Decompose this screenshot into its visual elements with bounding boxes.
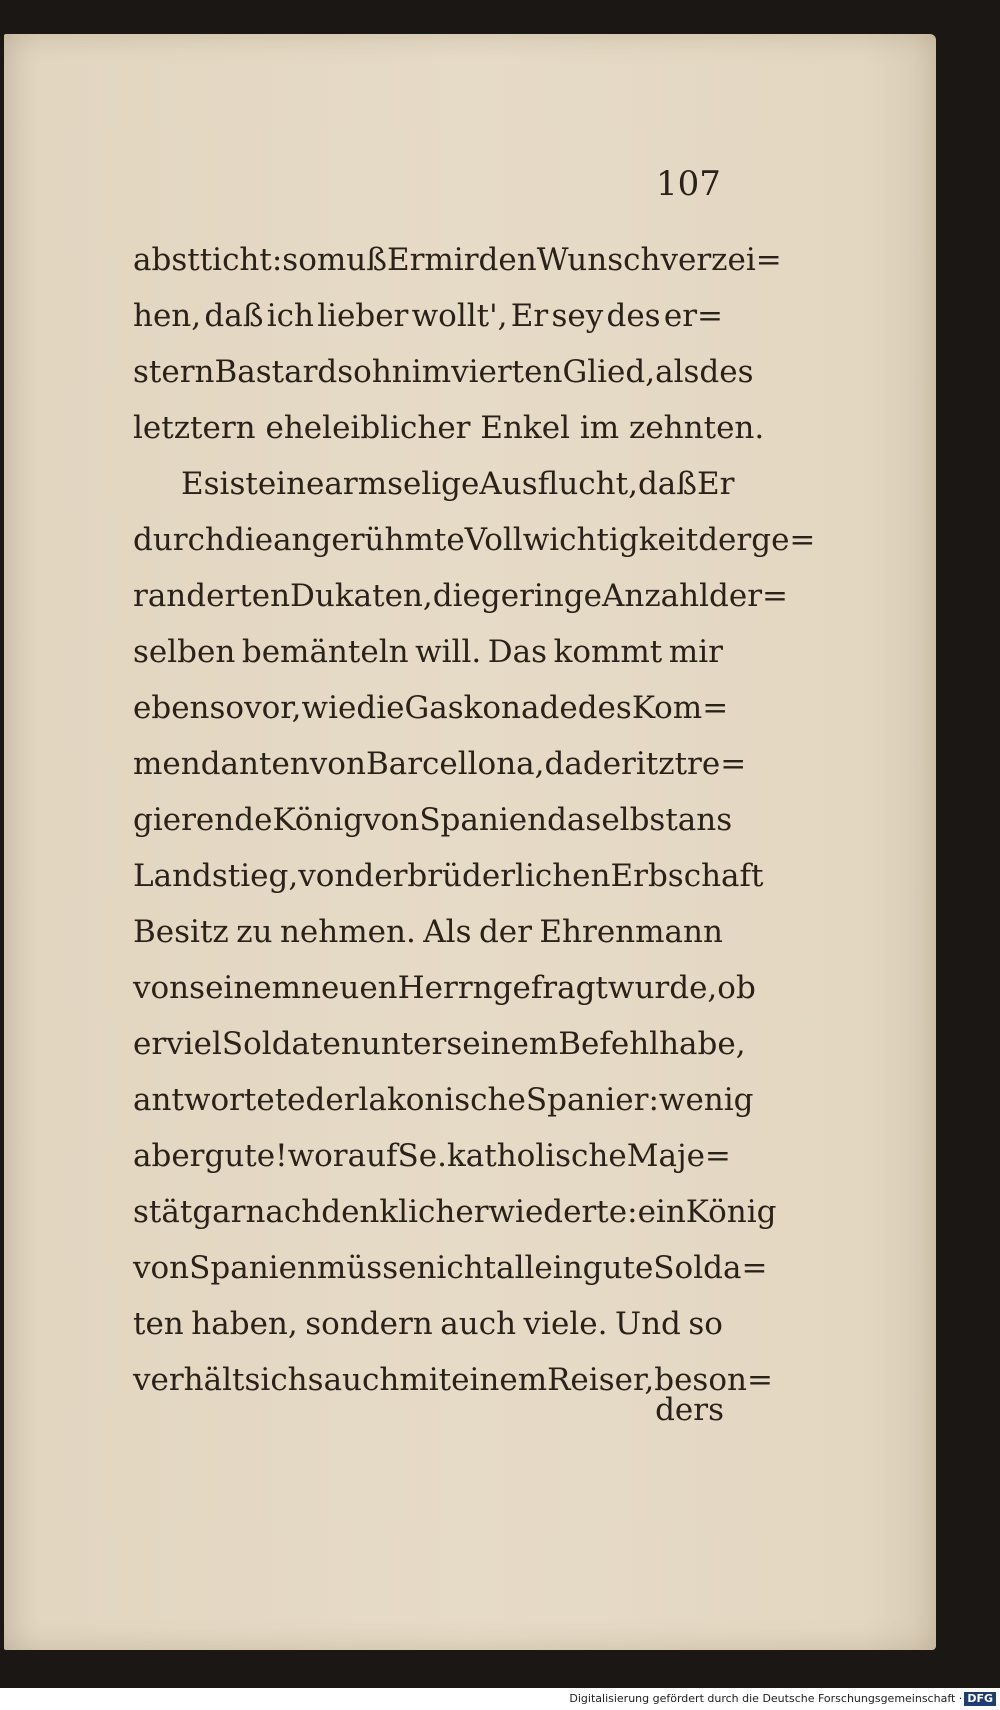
text-line: stern Bastardsohn im vierten Glied, als des [133,354,754,390]
text-line: verhält sichs auch mit einem Reiser, beson= [133,1362,773,1398]
text-line: eben so vor, wie die Gaskonade des Kom= [133,690,729,726]
page-number: 107 [656,164,721,204]
body-text [133,232,816,1408]
footer [0,1688,1000,1710]
text-line: stät gar nachdenklich erwiederte: ein König [133,1194,777,1230]
catchword: ders [655,1392,724,1428]
text-line: antwortete der lakonische Spanier: wenig [133,1082,754,1118]
text-line: abstticht: so muß Er mir den Wunsch verzei= [133,242,782,278]
text-line: von seinem neuen Herrn gefragt wurde, ob [133,970,756,1006]
text-line: ten haben, sondern auch viele. Und so [133,1306,723,1342]
text-line: selben bemänteln will. Das kommt mir [133,634,723,670]
text-line: randerten Dukaten, die geringe Anzahl der= [133,578,788,614]
text-line: durch die angerühmte Vollwichtigkeit der ge= [133,522,816,558]
text-line: Besitz zu nehmen. Als der Ehrenmann [133,914,723,950]
text-line: hen, daß ich lieber wollt', Er sey des er= [133,298,723,334]
text-line: er viel Soldaten unter seinem Befehl habe, [133,1026,746,1062]
text-line: mendanten von Barcellona, da der itztre= [133,746,747,782]
dfg-logo: DFG [964,1692,996,1706]
footer-text: Digitalisierung gefördert durch die Deutsche Forschungsgemeinschaft · [569,1692,963,1705]
text-line: gierende König von Spanien daselbst ans [133,802,733,838]
text-line: von Spanien müsse nicht allein gute Solda= [133,1250,768,1286]
text-line: aber gute! worauf Se. katholische Maje= [133,1138,731,1174]
text-line: Es ist eine armselige Ausflucht, daß Er [181,466,735,502]
text-line: letztern eheleiblicher Enkel im zehnten. [133,410,765,446]
text-line: Land stieg, von der brüderlichen Erbschaft [133,858,764,894]
